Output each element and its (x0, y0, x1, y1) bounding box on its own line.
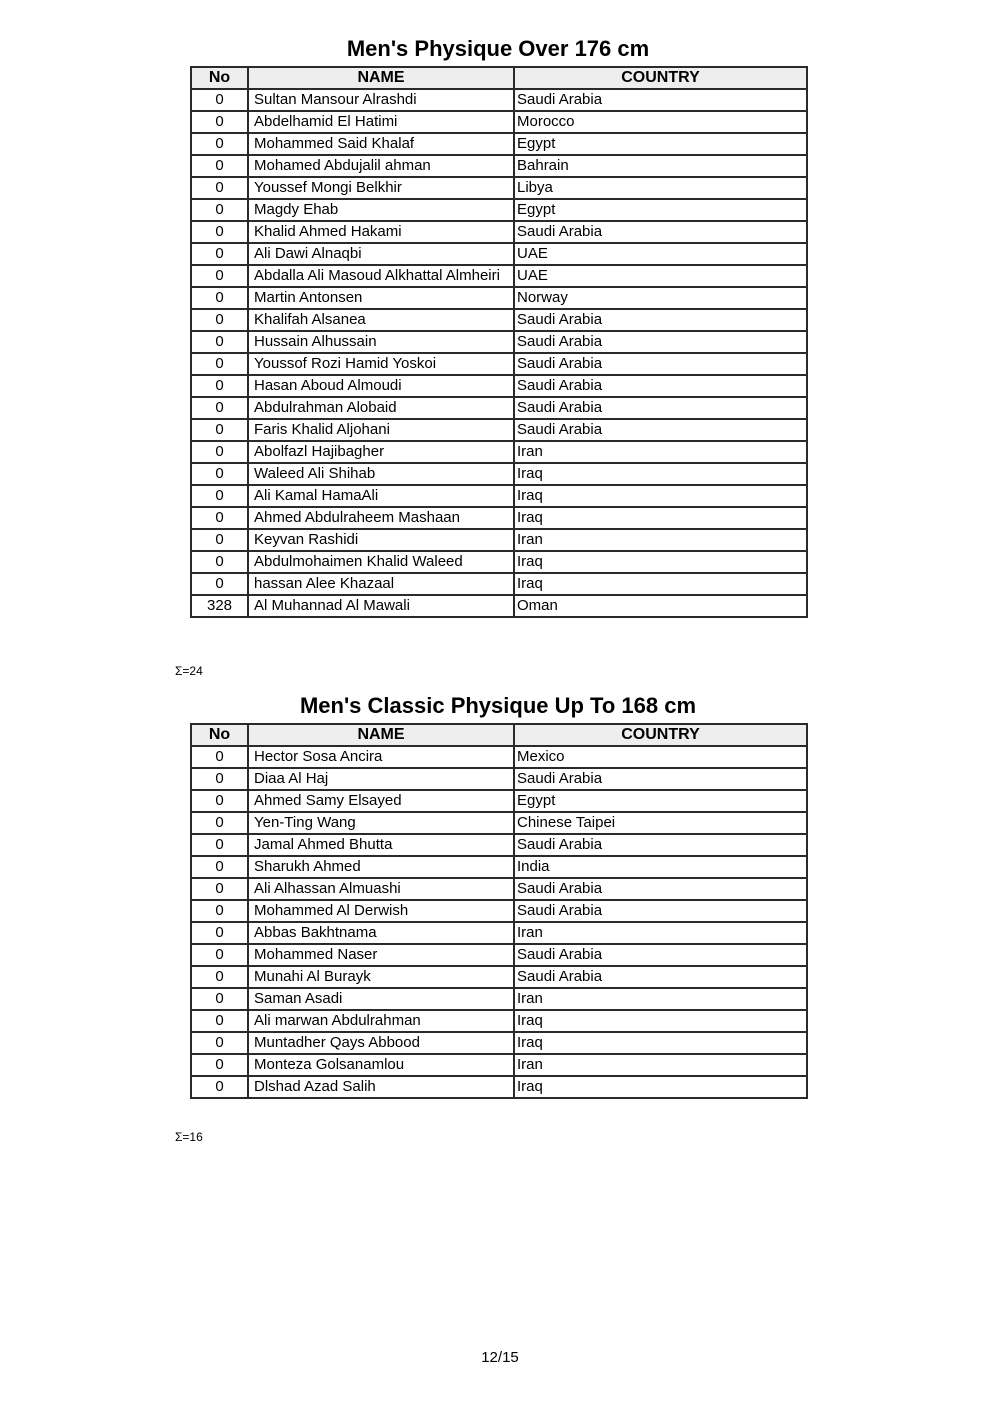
cell-no: 0 (191, 988, 248, 1010)
cell-name: Sharukh Ahmed (248, 856, 514, 878)
table-row (191, 1054, 807, 1076)
cell-no: 0 (191, 265, 248, 287)
cell-name: Khalifah Alsanea (248, 309, 514, 331)
table-row (191, 944, 807, 966)
cell-no: 0 (191, 1010, 248, 1032)
cell-country: Iran (514, 441, 807, 463)
cell-name: Jamal Ahmed Bhutta (248, 834, 514, 856)
cell-no: 0 (191, 485, 248, 507)
table-row (191, 878, 807, 900)
cell-no: 0 (191, 353, 248, 375)
table-row (191, 199, 807, 221)
cell-country: Saudi Arabia (514, 878, 807, 900)
cell-no: 0 (191, 397, 248, 419)
cell-no: 0 (191, 529, 248, 551)
cell-name: Keyvan Rashidi (248, 529, 514, 551)
cell-country: Bahrain (514, 155, 807, 177)
cell-country: Egypt (514, 790, 807, 812)
table-row (191, 768, 807, 790)
cell-country: Egypt (514, 133, 807, 155)
cell-country: UAE (514, 265, 807, 287)
cell-country: Iran (514, 988, 807, 1010)
cell-name: Hussain Alhussain (248, 331, 514, 353)
table-row (191, 507, 807, 529)
cell-name: Ali Alhassan Almuashi (248, 878, 514, 900)
table-row (191, 177, 807, 199)
cell-name: Waleed Ali Shihab (248, 463, 514, 485)
cell-country: Saudi Arabia (514, 900, 807, 922)
table-row (191, 265, 807, 287)
cell-no: 0 (191, 1076, 248, 1098)
cell-name: Dlshad Azad Salih (248, 1076, 514, 1098)
table-row (191, 573, 807, 595)
entries-table (190, 723, 808, 1099)
cell-name: Faris Khalid Aljohani (248, 419, 514, 441)
table-row (191, 397, 807, 419)
cell-country: Egypt (514, 199, 807, 221)
cell-name: Hector Sosa Ancira (248, 746, 514, 768)
cell-name: Abdelhamid El Hatimi (248, 111, 514, 133)
table-row (191, 834, 807, 856)
cell-no: 0 (191, 375, 248, 397)
entry-count: Σ=24 (175, 664, 203, 678)
cell-name: Hasan Aboud Almoudi (248, 375, 514, 397)
cell-no: 0 (191, 1054, 248, 1076)
cell-no: 0 (191, 441, 248, 463)
cell-name: Munahi Al Burayk (248, 966, 514, 988)
cell-no: 0 (191, 155, 248, 177)
table-row (191, 595, 807, 617)
cell-no: 0 (191, 966, 248, 988)
cell-no: 0 (191, 812, 248, 834)
cell-no: 0 (191, 221, 248, 243)
table-row (191, 900, 807, 922)
cell-no: 0 (191, 834, 248, 856)
table-row (191, 441, 807, 463)
cell-country: Saudi Arabia (514, 768, 807, 790)
header-country: COUNTRY (514, 67, 807, 89)
header-row (191, 724, 807, 746)
cell-country: Iran (514, 529, 807, 551)
cell-country: Libya (514, 177, 807, 199)
cell-country: Iraq (514, 573, 807, 595)
cell-name: Ali Kamal HamaAli (248, 485, 514, 507)
cell-country: Chinese Taipei (514, 812, 807, 834)
table-row (191, 331, 807, 353)
table-row (191, 746, 807, 768)
cell-name: Abdalla Ali Masoud Alkhattal Almheiri (248, 265, 514, 287)
cell-no: 0 (191, 944, 248, 966)
cell-name: Abdulmohaimen Khalid Waleed (248, 551, 514, 573)
table-row (191, 221, 807, 243)
cell-country: Iraq (514, 551, 807, 573)
cell-country: Iraq (514, 463, 807, 485)
entries-table (190, 66, 808, 618)
cell-no: 0 (191, 746, 248, 768)
cell-name: Muntadher Qays Abbood (248, 1032, 514, 1054)
cell-no: 0 (191, 287, 248, 309)
cell-no: 0 (191, 463, 248, 485)
cell-no: 0 (191, 922, 248, 944)
cell-name: Mohammed Al Derwish (248, 900, 514, 922)
cell-no: 0 (191, 331, 248, 353)
cell-country: Norway (514, 287, 807, 309)
cell-name: Ahmed Samy Elsayed (248, 790, 514, 812)
cell-no: 0 (191, 111, 248, 133)
table-row (191, 463, 807, 485)
cell-no: 0 (191, 243, 248, 265)
cell-no: 0 (191, 573, 248, 595)
cell-no: 0 (191, 551, 248, 573)
cell-name: Saman Asadi (248, 988, 514, 1010)
cell-no: 0 (191, 177, 248, 199)
cell-name: Abbas Bakhtnama (248, 922, 514, 944)
cell-country: Iran (514, 922, 807, 944)
section-title: Men's Classic Physique Up To 168 cm (299, 693, 697, 718)
cell-country: Saudi Arabia (514, 89, 807, 111)
cell-no: 0 (191, 878, 248, 900)
table-row (191, 551, 807, 573)
cell-country: Iraq (514, 1032, 807, 1054)
table-row (191, 812, 807, 834)
table-row (191, 89, 807, 111)
table-row (191, 309, 807, 331)
table-row (191, 1010, 807, 1032)
cell-country: Saudi Arabia (514, 309, 807, 331)
table-row (191, 243, 807, 265)
table-row (191, 375, 807, 397)
table-row (191, 966, 807, 988)
cell-name: Youssef Mongi Belkhir (248, 177, 514, 199)
cell-no: 0 (191, 89, 248, 111)
cell-name: Abolfazl Hajibagher (248, 441, 514, 463)
cell-country: India (514, 856, 807, 878)
cell-country: Saudi Arabia (514, 966, 807, 988)
cell-no: 0 (191, 768, 248, 790)
cell-country: Iraq (514, 507, 807, 529)
cell-name: Mohamed Abdujalil ahman (248, 155, 514, 177)
table-row (191, 790, 807, 812)
cell-country: Saudi Arabia (514, 419, 807, 441)
header-name: NAME (248, 67, 514, 89)
cell-no: 0 (191, 856, 248, 878)
cell-name: Yen-Ting Wang (248, 812, 514, 834)
header-row (191, 67, 807, 89)
header-country: COUNTRY (514, 724, 807, 746)
cell-no: 0 (191, 199, 248, 221)
cell-country: Oman (514, 595, 807, 617)
cell-country: Saudi Arabia (514, 221, 807, 243)
table-row (191, 529, 807, 551)
cell-name: Ali marwan Abdulrahman (248, 1010, 514, 1032)
cell-no: 0 (191, 790, 248, 812)
cell-name: hassan Alee Khazaal (248, 573, 514, 595)
header-name: NAME (248, 724, 514, 746)
cell-name: Magdy Ehab (248, 199, 514, 221)
cell-name: Mohammed Naser (248, 944, 514, 966)
table-row (191, 922, 807, 944)
table-row (191, 988, 807, 1010)
cell-country: Morocco (514, 111, 807, 133)
cell-country: Iraq (514, 1010, 807, 1032)
section-title: Men's Physique Over 176 cm (346, 36, 650, 61)
cell-no: 0 (191, 900, 248, 922)
cell-name: Martin Antonsen (248, 287, 514, 309)
cell-no: 0 (191, 133, 248, 155)
cell-name: Khalid Ahmed Hakami (248, 221, 514, 243)
table-row (191, 111, 807, 133)
table-row (191, 485, 807, 507)
cell-country: Saudi Arabia (514, 331, 807, 353)
cell-name: Youssof Rozi Hamid Yoskoi (248, 353, 514, 375)
cell-name: Ali Dawi Alnaqbi (248, 243, 514, 265)
cell-country: Saudi Arabia (514, 834, 807, 856)
header-no: No (191, 67, 248, 89)
table-row (191, 287, 807, 309)
cell-name: Diaa Al Haj (248, 768, 514, 790)
table-row (191, 856, 807, 878)
table-row (191, 155, 807, 177)
page-number: 12/15 (481, 1349, 519, 1366)
cell-country: Saudi Arabia (514, 944, 807, 966)
table-row (191, 353, 807, 375)
cell-country: Iraq (514, 1076, 807, 1098)
cell-name: Sultan Mansour Alrashdi (248, 89, 514, 111)
table-row (191, 419, 807, 441)
cell-country: Saudi Arabia (514, 397, 807, 419)
cell-country: Iran (514, 1054, 807, 1076)
cell-country: Saudi Arabia (514, 353, 807, 375)
cell-name: Abdulrahman Alobaid (248, 397, 514, 419)
cell-name: Ahmed Abdulraheem Mashaan (248, 507, 514, 529)
entry-count: Σ=16 (175, 1130, 203, 1144)
cell-no: 0 (191, 1032, 248, 1054)
cell-no: 328 (191, 595, 248, 617)
cell-no: 0 (191, 309, 248, 331)
table-row (191, 1076, 807, 1098)
table-row (191, 1032, 807, 1054)
cell-country: Mexico (514, 746, 807, 768)
table-row (191, 133, 807, 155)
cell-no: 0 (191, 419, 248, 441)
cell-name: Mohammed Said Khalaf (248, 133, 514, 155)
header-no: No (191, 724, 248, 746)
cell-no: 0 (191, 507, 248, 529)
cell-name: Al Muhannad Al Mawali (248, 595, 514, 617)
cell-name: Monteza Golsanamlou (248, 1054, 514, 1076)
cell-country: Saudi Arabia (514, 375, 807, 397)
cell-country: Iraq (514, 485, 807, 507)
cell-country: UAE (514, 243, 807, 265)
